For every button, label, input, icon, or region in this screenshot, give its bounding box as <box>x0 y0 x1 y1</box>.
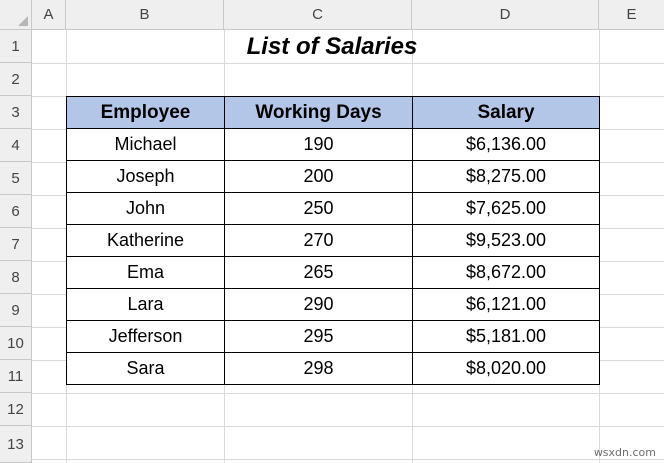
column-header-b[interactable]: B <box>66 0 224 30</box>
cell-working-days[interactable]: 290 <box>225 289 413 321</box>
cell-working-days[interactable]: 250 <box>225 193 413 225</box>
cell-salary[interactable]: $6,121.00 <box>413 289 600 321</box>
row-header-12[interactable]: 12 <box>0 393 32 426</box>
row-header-8[interactable]: 8 <box>0 261 32 294</box>
cell-salary[interactable]: $8,275.00 <box>413 161 600 193</box>
table-row <box>67 321 600 353</box>
cell-employee[interactable]: Michael <box>67 129 225 161</box>
gridline <box>32 393 664 394</box>
select-all-button[interactable] <box>0 0 32 30</box>
cell-employee[interactable]: Katherine <box>67 225 225 257</box>
row-header-11[interactable]: 11 <box>0 360 32 393</box>
header-cell-salary[interactable]: Salary <box>413 97 600 129</box>
row-header-3[interactable]: 3 <box>0 96 32 129</box>
gridline <box>32 459 664 460</box>
cell-employee[interactable]: John <box>67 193 225 225</box>
cell-employee[interactable]: Joseph <box>67 161 225 193</box>
cell-salary[interactable]: $6,136.00 <box>413 129 600 161</box>
row-header-13[interactable]: 13 <box>0 426 32 463</box>
cell-employee[interactable]: Lara <box>67 289 225 321</box>
row-header-1[interactable]: 1 <box>0 30 32 63</box>
column-header-e[interactable]: E <box>599 0 664 30</box>
table-row <box>67 193 600 225</box>
row-header-6[interactable]: 6 <box>0 195 32 228</box>
cell-employee[interactable]: Sara <box>67 353 225 385</box>
column-header-d[interactable]: D <box>412 0 599 30</box>
cell-employee[interactable]: Jefferson <box>67 321 225 353</box>
table-row <box>67 129 600 161</box>
table-header-row <box>67 97 600 129</box>
cell-salary[interactable]: $8,020.00 <box>413 353 600 385</box>
table-row <box>67 161 600 193</box>
row-header-7[interactable]: 7 <box>0 228 32 261</box>
salary-table <box>66 96 600 385</box>
row-header-9[interactable]: 9 <box>0 294 32 327</box>
select-all-icon <box>18 16 28 26</box>
gridline <box>32 63 664 64</box>
cell-employee[interactable]: Ema <box>67 257 225 289</box>
cell-salary[interactable]: $8,672.00 <box>413 257 600 289</box>
cell-working-days[interactable]: 190 <box>225 129 413 161</box>
column-header-bar <box>0 0 664 30</box>
table-row <box>67 289 600 321</box>
row-header-5[interactable]: 5 <box>0 162 32 195</box>
column-header-c[interactable]: C <box>224 0 412 30</box>
cell-salary[interactable]: $5,181.00 <box>413 321 600 353</box>
cell-working-days[interactable]: 295 <box>225 321 413 353</box>
cell-salary[interactable]: $9,523.00 <box>413 225 600 257</box>
table-row <box>67 257 600 289</box>
cell-working-days[interactable]: 200 <box>225 161 413 193</box>
header-cell-working-days[interactable]: Working Days <box>225 97 413 129</box>
header-cell-employee[interactable]: Employee <box>67 97 225 129</box>
column-header-a[interactable]: A <box>32 0 66 30</box>
table-row <box>67 225 600 257</box>
row-header-10[interactable]: 10 <box>0 327 32 360</box>
watermark: wsxdn.com <box>593 446 656 459</box>
cell-working-days[interactable]: 265 <box>225 257 413 289</box>
table-row <box>67 353 600 385</box>
row-header-4[interactable]: 4 <box>0 129 32 162</box>
cell-working-days[interactable]: 270 <box>225 225 413 257</box>
row-header-2[interactable]: 2 <box>0 63 32 96</box>
gridline <box>32 426 664 427</box>
cell-salary[interactable]: $7,625.00 <box>413 193 600 225</box>
cell-working-days[interactable]: 298 <box>225 353 413 385</box>
sheet-title[interactable]: List of Salaries <box>246 32 418 60</box>
